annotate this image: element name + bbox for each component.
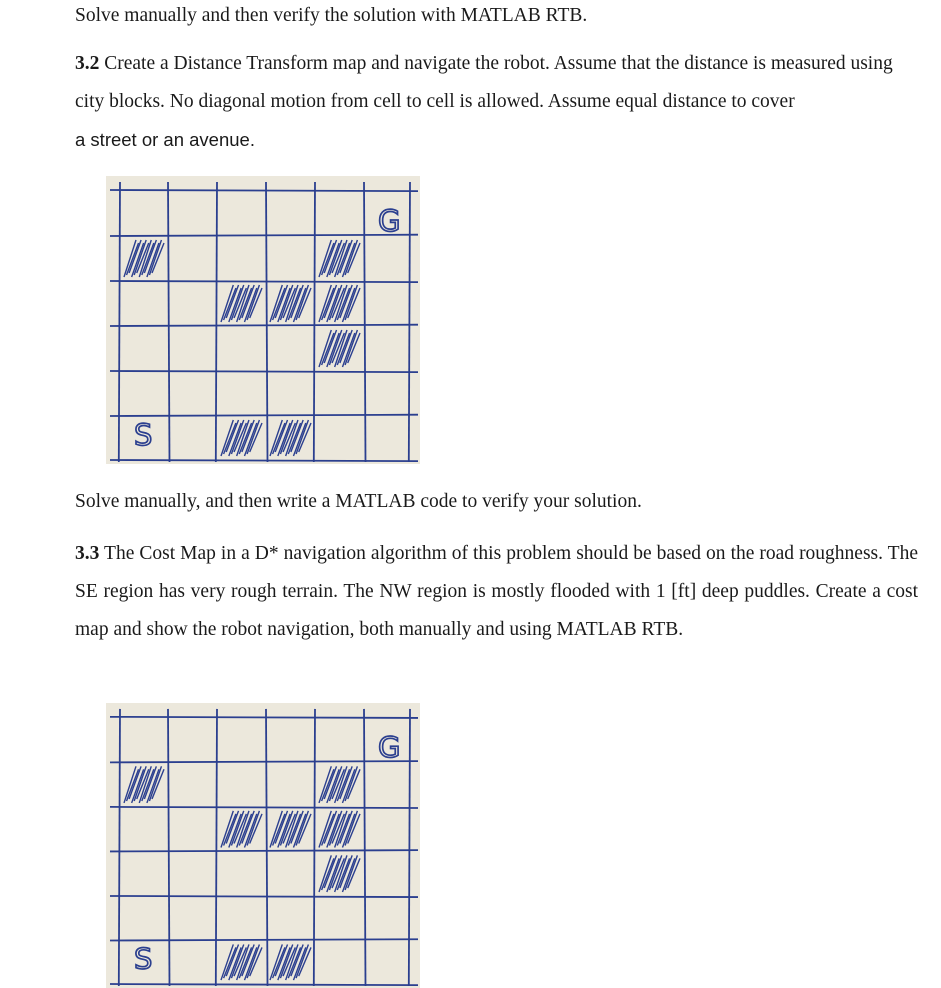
section-number: 3.3	[75, 543, 100, 564]
grid-line-horizontal	[110, 460, 418, 461]
grid-line-horizontal	[110, 717, 418, 718]
section-3-3-paragraph	[75, 535, 918, 649]
grid-line-horizontal	[110, 896, 418, 897]
grid-line-horizontal	[110, 807, 418, 808]
grid-line-vertical	[409, 182, 410, 462]
mid-instruction: Solve manually, and then write a MATLAB code to verify your solution.	[75, 491, 642, 512]
grid-line-horizontal	[110, 371, 418, 372]
section-3-2-paragraph	[75, 45, 918, 160]
grid-line-vertical	[216, 182, 217, 462]
grid-line-horizontal	[110, 190, 418, 191]
grid-line-vertical	[409, 709, 410, 986]
grid-line-vertical	[314, 182, 315, 462]
section-number: 3.2	[75, 53, 100, 74]
grid-line-vertical	[119, 182, 120, 462]
goal-label: G	[378, 730, 401, 765]
goal-label: G	[378, 204, 401, 238]
section-3-3-text: The Cost Map in a D* navigation algorithm of this problem should be based on the road roughness. The SE region has very rough terrain. The NW region is mostly flooded with 1 [ft] deep puddles. Create a cost map and show the robot navigation, both manually and using MATLAB RTB.	[75, 543, 918, 640]
section-3-2-text-end: a street or an avenue.	[75, 129, 255, 150]
grid-line-vertical	[314, 709, 315, 986]
section-3-2-text: Create a Distance Transform map and navigate the robot. Assume that the distance is measured using city blocks. No diagonal motion from cell to cell is allowed. Assume equal distance to cover	[75, 53, 893, 112]
grid-map-photo	[106, 703, 420, 988]
grid-line-vertical	[119, 709, 120, 986]
grid-line-horizontal	[110, 984, 418, 985]
grid-map-photo	[106, 176, 420, 464]
grid-line-horizontal	[110, 281, 418, 282]
start-label: S	[134, 942, 153, 977]
start-label: S	[134, 418, 153, 452]
grid-line-vertical	[216, 709, 217, 986]
intro-instruction: Solve manually and then verify the solution with MATLAB RTB.	[75, 5, 588, 26]
